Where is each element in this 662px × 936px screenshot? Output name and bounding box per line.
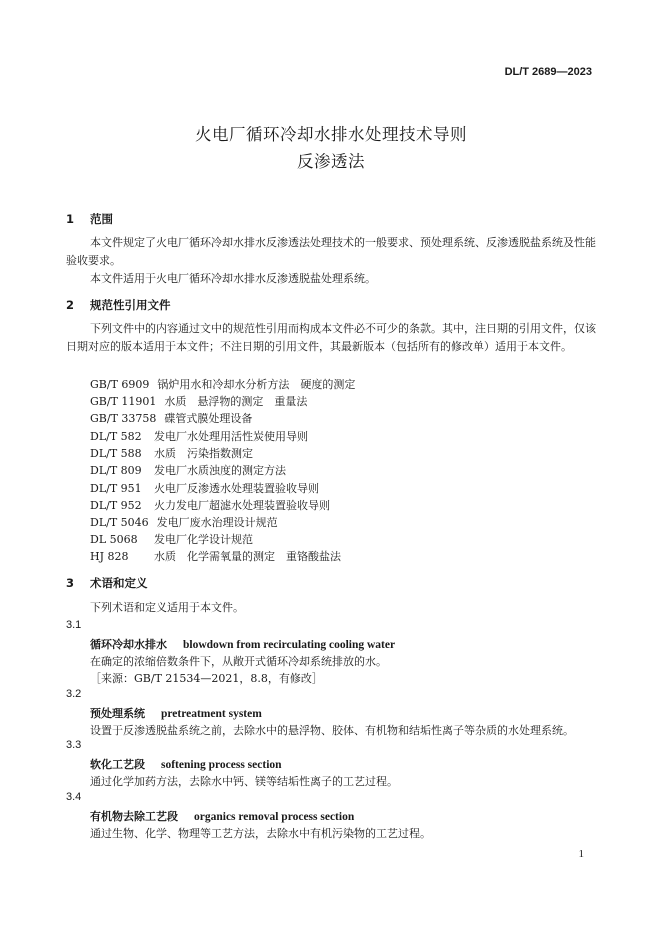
reference-item bbox=[90, 548, 341, 564]
reference-code: GB/T 6909 bbox=[90, 378, 150, 391]
reference-name: 发电厂化学设计规范 bbox=[154, 533, 253, 546]
term-en: organics removal process section bbox=[194, 811, 355, 823]
term-heading bbox=[90, 705, 262, 721]
term-definition: 通过化学加药方法，去除水中钙、镁等结垢性离子的工艺过程。 bbox=[90, 775, 398, 788]
reference-code: DL 5068 bbox=[90, 533, 138, 546]
page-number: 1 bbox=[578, 848, 584, 860]
reference-name: 火力发电厂超滤水处理装置验收导则 bbox=[154, 499, 330, 512]
section-2-heading bbox=[66, 297, 171, 313]
reference-code: GB/T 33758 bbox=[90, 412, 157, 425]
reference-code: DL/T 5046 bbox=[90, 516, 149, 529]
term-en: pretreatment system bbox=[161, 708, 262, 720]
term-en: softening process section bbox=[161, 759, 282, 771]
reference-name: 发电厂废水治理设计规范 bbox=[156, 516, 278, 529]
term-zh: 软化工艺段 bbox=[90, 758, 145, 771]
reference-item bbox=[90, 480, 319, 496]
reference-item bbox=[90, 531, 253, 547]
section-1-heading bbox=[66, 211, 113, 227]
reference-item bbox=[90, 393, 307, 409]
reference-item bbox=[90, 376, 355, 392]
standard-code: DL/T 2689—2023 bbox=[504, 66, 592, 78]
reference-code: DL/T 588 bbox=[90, 447, 142, 460]
term-heading bbox=[90, 636, 395, 652]
reference-name: 发电厂水处理用活性炭使用导则 bbox=[154, 430, 308, 443]
reference-name: 火电厂反渗透水处理装置验收导则 bbox=[154, 482, 319, 495]
reference-code: DL/T 951 bbox=[90, 482, 142, 495]
term-source: ［来源：GB/T 21534—2021，8.8，有修改］ bbox=[90, 672, 323, 685]
reference-name: 锅炉用水和冷却水分析方法 硬度的测定 bbox=[157, 378, 356, 391]
terms-intro: 下列术语和定义适用于本文件。 bbox=[90, 601, 244, 614]
reference-code: DL/T 952 bbox=[90, 499, 142, 512]
term-heading bbox=[90, 756, 282, 772]
reference-name: 发电厂水质浊度的测定方法 bbox=[154, 464, 286, 477]
section-number: 1 bbox=[66, 212, 75, 226]
reference-name: 水质 化学需氧量的测定 重铬酸盐法 bbox=[154, 550, 341, 563]
term-number: 3.3 bbox=[66, 739, 82, 751]
section-title: 规范性引用文件 bbox=[90, 298, 171, 312]
section-number: 3 bbox=[66, 576, 75, 590]
reference-code: HJ 828 bbox=[90, 550, 129, 563]
reference-name: 碟管式膜处理设备 bbox=[164, 412, 253, 425]
term-number: 3.2 bbox=[66, 688, 82, 700]
reference-item bbox=[90, 428, 308, 444]
reference-code: DL/T 582 bbox=[90, 430, 142, 443]
scope-paragraph: 本文件适用于火电厂循环冷却水排水反渗透脱盐处理系统。 bbox=[90, 272, 376, 285]
reference-code: DL/T 809 bbox=[90, 464, 142, 477]
scope-paragraph: 本文件规定了火电厂循环冷却水排水反渗透法处理技术的一般要求、预处理系统、反渗透脱盐系统及性能验收要求。 bbox=[66, 236, 596, 267]
term-zh: 循环冷却水排水 bbox=[90, 638, 167, 651]
document-title: 火电厂循环冷却水排水处理技术导则 bbox=[195, 125, 467, 144]
reference-code: GB/T 11901 bbox=[90, 395, 157, 408]
reference-item bbox=[90, 497, 330, 513]
term-definition: 在确定的浓缩倍数条件下，从敞开式循环冷却系统排放的水。 bbox=[90, 655, 387, 668]
reference-item bbox=[90, 462, 286, 478]
section-3-heading bbox=[66, 575, 148, 591]
term-number: 3.1 bbox=[66, 619, 82, 631]
section-title: 术语和定义 bbox=[90, 576, 148, 590]
section-title: 范围 bbox=[90, 212, 114, 226]
term-zh: 预处理系统 bbox=[90, 707, 145, 720]
term-en: blowdown from recirculating cooling water bbox=[183, 639, 396, 651]
term-number: 3.4 bbox=[66, 791, 82, 803]
references-intro: 下列文件中的内容通过文中的规范性引用而构成本文件必不可少的条款。其中，注日期的引用文件，仅该日期对应的版本适用于本文件；不注日期的引用文件，其最新版本（包括所有的修改单）适用于本文件。 bbox=[66, 322, 596, 353]
reference-item bbox=[90, 410, 252, 426]
document-subtitle: 反渗透法 bbox=[297, 152, 365, 171]
term-zh: 有机物去除工艺段 bbox=[90, 810, 178, 823]
reference-item bbox=[90, 445, 253, 461]
reference-name: 水质 悬浮物的测定 重量法 bbox=[164, 395, 308, 408]
term-definition: 设置于反渗透脱盐系统之前，去除水中的悬浮物、胶体、有机物和结垢性离子等杂质的水处理系统。 bbox=[90, 724, 574, 737]
term-heading bbox=[90, 808, 354, 824]
section-number: 2 bbox=[66, 298, 75, 312]
reference-name: 水质 污染指数测定 bbox=[154, 447, 253, 460]
term-definition: 通过生物、化学、物理等工艺方法，去除水中有机污染物的工艺过程。 bbox=[90, 827, 431, 840]
reference-item bbox=[90, 514, 278, 530]
